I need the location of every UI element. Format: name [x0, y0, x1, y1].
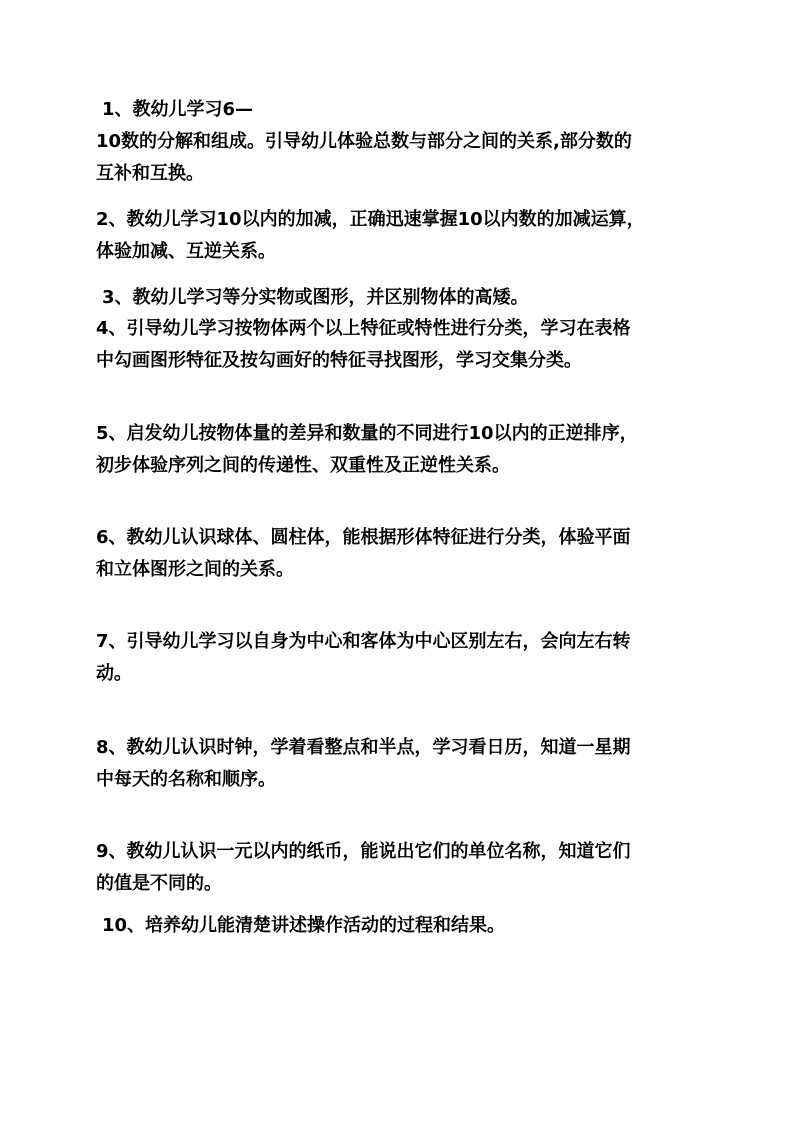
item-line: 10、培养幼儿能清楚讲述操作活动的过程和结果。	[102, 915, 506, 936]
list-item-4	[96, 313, 696, 377]
list-item-9	[96, 836, 696, 900]
item-line: 的值是不同的。	[96, 873, 222, 894]
item-line: 1、教幼儿学习6—	[102, 99, 254, 120]
list-item-7	[96, 626, 696, 690]
item-line: 5、启发幼儿按物体量的差异和数量的不同进行10以内的正逆排序，	[96, 423, 638, 444]
list-item-3	[102, 282, 702, 314]
item-line: 中每天的名称和顺序。	[96, 769, 276, 790]
item-line: 8、教幼儿认识时钟，学着看整点和半点，学习看日历，知道一星期	[96, 737, 631, 758]
item-line: 7、引导幼儿学习以自身为中心和客体为中心区别左右，会向左右转	[96, 631, 631, 652]
item-line: 6、教幼儿认识球体、圆柱体，能根据形体特征进行分类，体验平面	[96, 527, 631, 548]
item-line: 10数的分解和组成。引导幼儿体验总数与部分之间的关系,部分数的	[96, 131, 632, 152]
item-line: 和立体图形之间的关系。	[96, 559, 294, 580]
list-item-8	[96, 732, 696, 796]
list-item-6	[96, 522, 696, 586]
item-line: 9、教幼儿认识一元以内的纸币，能说出它们的单位名称，知道它们	[96, 841, 631, 862]
list-item-5	[96, 418, 696, 482]
list-item-2	[96, 204, 696, 268]
item-line: 体验加减、互逆关系。	[96, 241, 276, 262]
list-item-1	[96, 94, 702, 190]
item-line: 4、引导幼儿学习按物体两个以上特征或特性进行分类，学习在表格	[96, 318, 631, 339]
list-item-10	[102, 910, 702, 942]
item-line: 互补和互换。	[96, 163, 204, 184]
item-line: 初步体验序列之间的传递性、双重性及正逆性关系。	[96, 455, 510, 476]
item-line: 3、教幼儿学习等分实物或图形，并区别物体的高矮。	[102, 287, 529, 308]
item-line: 中勾画图形特征及按勾画好的特征寻找图形，学习交集分类。	[96, 350, 582, 371]
item-line: 动。	[96, 663, 132, 684]
item-line: 2、教幼儿学习10以内的加减，正确迅速掌握10以内数的加减运算，	[96, 209, 645, 230]
